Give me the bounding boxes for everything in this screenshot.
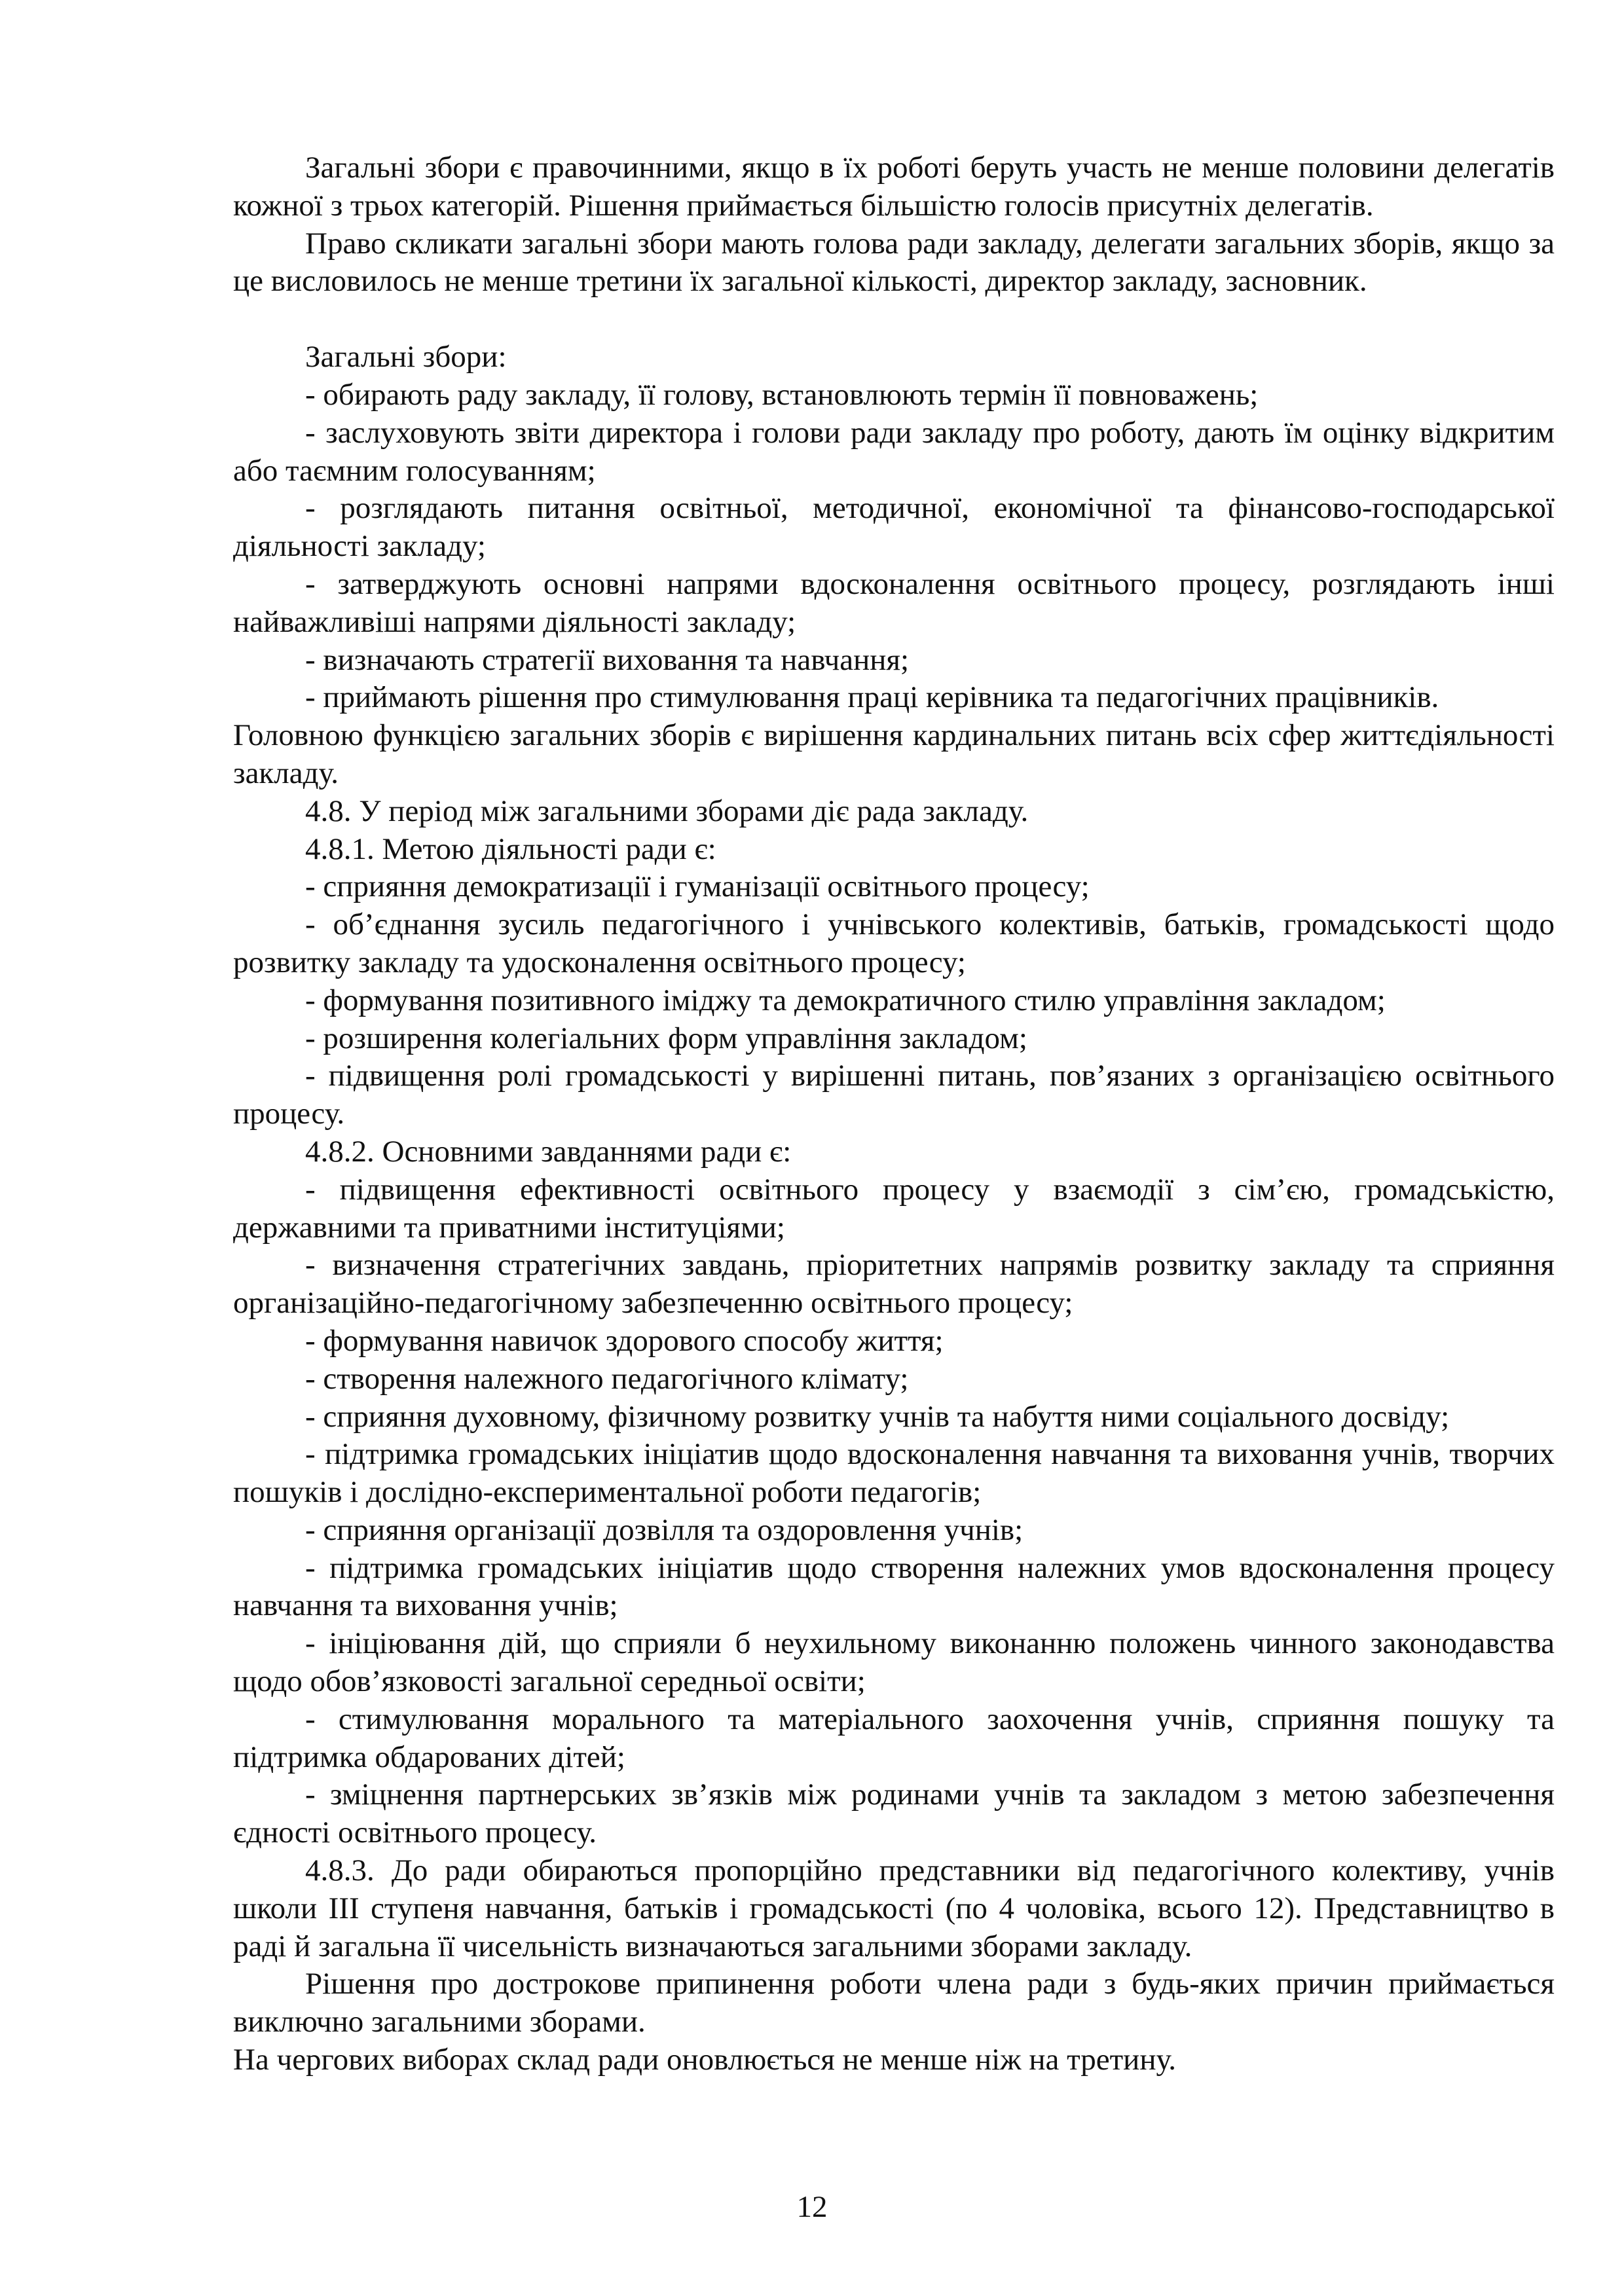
list-item: - сприяння духовному, фізичному розвитку учнів та набуття ними соціального досвіду; — [305, 1399, 1450, 1434]
list-item: - ініціювання дій, що сприяли б неухильному виконанню положень чинного законодавства щодо обов’язковості загальної середньої освіти; — [233, 1626, 1555, 1699]
list-item: - підвищення ролі громадськості у вирішенні питань, пов’язаних з організацією освітнього процесу. — [233, 1059, 1555, 1131]
list-item: - розширення колегіальних форм управління закладом; — [305, 1021, 1027, 1055]
page-number: 12 — [796, 2190, 828, 2224]
list-item: - визначення стратегічних завдань, пріоритетних напрямів розвитку закладу та сприяння організаційно-педагогічному забезпеченню освітнього процесу; — [233, 1248, 1555, 1321]
list-item: - створення належного педагогічного клімату; — [305, 1361, 909, 1396]
paragraph-rotation: На чергових виборах склад ради оновлюється не менше ніж на третину. — [233, 2043, 1177, 2077]
list-item: - підтримка громадських ініціатив щодо вдосконалення навчання та виховання учнів, творчих пошуків і дослідно-експериментальної роботи педагогів; — [233, 1437, 1555, 1510]
list-item: - підвищення ефективності освітнього процесу у взаємодії з сім’єю, громадськістю, державними та приватними інституціями; — [233, 1172, 1555, 1245]
document-body — [233, 149, 1555, 2079]
list-item: - затверджують основні напрями вдосконалення освітнього процесу, розглядають інші найважливіші напрями діяльності закладу; — [233, 566, 1555, 639]
paragraph-main-function: Головною функцією загальних зборів є вирішення кардинальних питань всіх сфер життєдіяльності закладу. — [233, 718, 1555, 790]
paragraph-early-termination: Рішення про дострокове припинення роботи члена ради з будь-яких причин приймається виключно загальними зборами. — [233, 1967, 1555, 2039]
list-item: - визначають стратегії виховання та навчання; — [305, 642, 910, 677]
list-item: - обирають раду закладу, її голову, встановлюють термін її повноважень; — [305, 377, 1259, 412]
list-item: - сприяння демократизації і гуманізації освітнього процесу; — [305, 869, 1090, 904]
list-item: - об’єднання зусиль педагогічного і учнівського колективів, батьків, громадськості щодо розвитку закладу та удосконалення освітнього процесу; — [233, 907, 1555, 979]
section-4-8: 4.8. У період між загальними зборами діє рада закладу. — [305, 793, 1029, 828]
paragraph-general-meeting-heading: Загальні збори: — [305, 340, 507, 374]
list-item: - формування позитивного іміджу та демократичного стилю управління закладом; — [305, 983, 1386, 1017]
list-item: - розглядають питання освітньої, методичної, економічної та фінансово-господарської діяльності закладу; — [233, 491, 1555, 564]
list-item: - підтримка громадських ініціатив щодо створення належних умов вдосконалення процесу навчання та виховання учнів; — [233, 1550, 1555, 1623]
list-item: - зміцнення партнерських зв’язків між родинами учнів та закладом з метою забезпечення єдності освітнього процесу. — [233, 1777, 1555, 1850]
list-item: - сприяння організації дозвілля та оздоровлення учнів; — [305, 1512, 1024, 1547]
paragraph-quorum: Загальні збори є правочинними, якщо в їх роботі беруть участь не менше половини делегатів кожної з трьох категорій. Рішення приймається більшістю голосів присутніх делегатів. — [233, 151, 1555, 223]
list-item: - формування навичок здорового способу життя; — [305, 1323, 944, 1358]
paragraph-spacer — [233, 301, 1555, 338]
list-item: - приймають рішення про стимулювання праці керівника та педагогічних працівників. — [305, 680, 1439, 715]
section-4-8-3: 4.8.3. До ради обираються пропорційно представники від педагогічного колективу, учнів школи III ступеня навчання, батьків і громадськості (по 4 чоловіка, всього 12). Представництво в раді й загальна її чисельність визначаються загальними зборами закладу. — [233, 1853, 1555, 1963]
list-item: - стимулювання морального та матеріального заохочення учнів, сприяння пошуку та підтримка обдарованих дітей; — [233, 1702, 1555, 1774]
list-item: - заслуховують звіти директора і голови ради закладу про роботу, дають їм оцінку відкритим або таємним голосуванням; — [233, 415, 1555, 488]
section-4-8-2: 4.8.2. Основними завданнями ради є: — [305, 1134, 792, 1169]
paragraph-convene-right: Право скликати загальні збори мають голова ради закладу, делегати загальних зборів, якщо за це висловилось не менше третини їх загальної кількості, директор закладу, засновник. — [233, 226, 1555, 299]
section-4-8-1: 4.8.1. Метою діяльності ради є: — [305, 831, 716, 866]
